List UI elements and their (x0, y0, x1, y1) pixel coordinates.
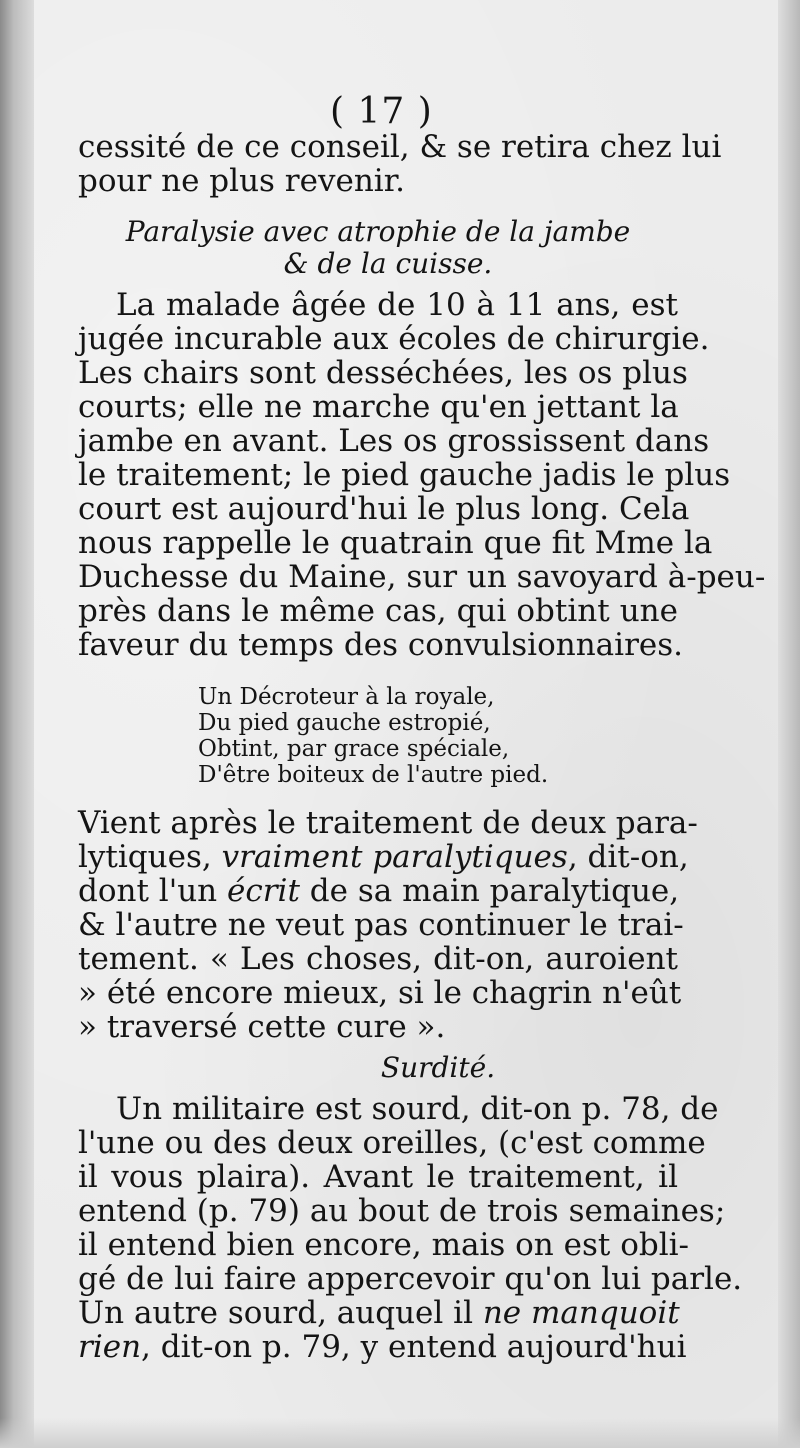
text-line: » été encore mieux, si le chagrin n'eût (78, 975, 682, 1011)
text-span: de sa main paralytique, (299, 873, 680, 909)
text-line: l'une ou des deux oreilles, (c'est comme (78, 1125, 706, 1161)
text-span: Un autre sourd, auquel il (78, 1295, 483, 1331)
text-line: La malade âgée de 10 à 11 ans, est (116, 287, 678, 323)
section-heading-paralysie: Paralysie avec atrophie de la jambe (125, 215, 631, 248)
text-line: entend (p. 79) au bout de trois semaines; (78, 1193, 726, 1229)
text-span: , dit-on, (567, 839, 689, 875)
text-span: , dit-on p. 79, y entend aujourd'hui (141, 1329, 687, 1365)
text-line (78, 1329, 687, 1365)
section-heading-paralysie-cont: & de la cuisse. (283, 247, 493, 280)
text-line: & l'autre ne veut pas continuer le trai- (78, 907, 684, 943)
emphasis-text: vraiment paralytiques (221, 839, 568, 875)
text-line: nous rappelle le quatrain que fit Mme la (78, 525, 713, 561)
text-line: il vous plaira). Avant le traitement, il (78, 1159, 678, 1195)
text-line: il entend bien encore, mais on est obli- (78, 1227, 690, 1263)
page-binding-shadow (0, 0, 34, 1448)
text-line: pour ne plus revenir. (78, 163, 405, 199)
text-line: gé de lui faire appercevoir qu'on lui parle. (78, 1261, 743, 1297)
page-edge-bottom (0, 1418, 800, 1448)
poem-line: D'être boiteux de l'autre pied. (198, 762, 549, 788)
text-line: Les chairs sont desséchées, les os plus (78, 355, 688, 391)
poem-line: Obtint, par grace spéciale, (198, 736, 510, 762)
page-text (78, 92, 766, 1365)
page-edge-right (778, 0, 800, 1448)
poem-line: Un Décroteur à la royale, (198, 684, 495, 710)
emphasis-text: rien (78, 1329, 142, 1365)
text-line: faveur du temps des convulsionnaires. (78, 627, 683, 663)
text-line: Un militaire est sourd, dit-on p. 78, de (116, 1091, 719, 1127)
text-line: tement. « Les choses, dit-on, auroient (78, 941, 678, 977)
text-line: courts; elle ne marche qu'en jettant la (78, 389, 679, 425)
text-line: cessité de ce conseil, & se retira chez lui (78, 129, 722, 165)
emphasis-text: ne manquoit (482, 1295, 680, 1331)
text-line: Vient après le traitement de deux para- (78, 805, 698, 841)
text-line (78, 874, 678, 908)
text-line (78, 839, 689, 875)
text-line: jambe en avant. Les os grossissent dans (78, 423, 710, 459)
text-span: lytiques, (78, 839, 222, 875)
text-line: » traversé cette cure ». (78, 1009, 446, 1045)
text-span: dont l'un (78, 873, 228, 909)
section-heading-surdite: Surdité. (380, 1051, 496, 1084)
page-number: ( 17 ) (330, 91, 433, 132)
emphasis-text: écrit (227, 873, 300, 909)
text-line: jugée incurable aux écoles de chirurgie. (78, 321, 710, 357)
text-line: le traitement; le pied gauche jadis le plus (78, 457, 731, 493)
text-line: près dans le même cas, qui obtint une (78, 593, 678, 629)
poem-line: Du pied gauche estropié, (198, 710, 491, 736)
text-line: Duchesse du Maine, sur un savoyard à-peu- (78, 559, 766, 595)
text-line (78, 1296, 678, 1330)
text-line: court est aujourd'hui le plus long. Cela (78, 491, 690, 527)
